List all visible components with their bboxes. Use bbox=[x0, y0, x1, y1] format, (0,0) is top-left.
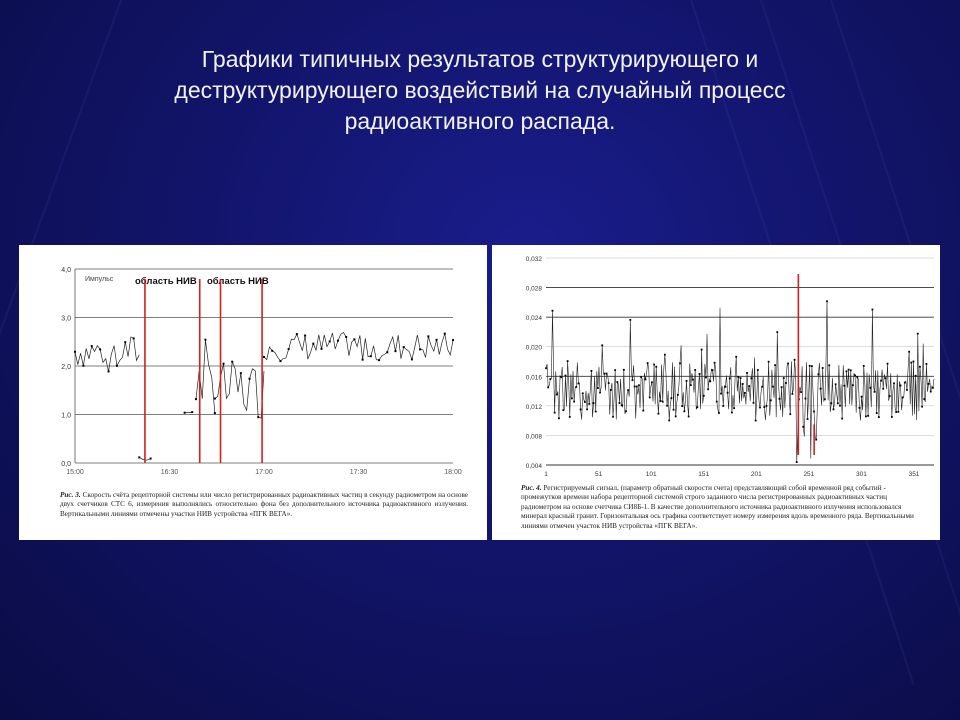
fig3-y-tick-label: 0,0 bbox=[61, 461, 71, 468]
fig4-y-tick-label: 0,028 bbox=[525, 285, 542, 293]
fig4-data-point bbox=[770, 399, 772, 401]
fig4-data-point bbox=[567, 360, 569, 362]
fig4-data-point bbox=[716, 401, 718, 403]
fig3-series-line bbox=[264, 332, 453, 361]
fig3-data-point bbox=[116, 365, 118, 367]
fig4-data-point bbox=[869, 387, 871, 389]
figure-3-panel bbox=[19, 245, 487, 540]
fig4-data-point bbox=[666, 405, 668, 407]
fig4-data-point bbox=[707, 388, 709, 390]
fig4-data-point bbox=[757, 369, 759, 371]
fig4-data-point bbox=[655, 366, 657, 368]
figure-4-caption-text: Регистрируемый сигнал, (параметр обратный скорости счета) представляющий собой временной ряд событий - промежутков времени набора рецепторной системой строго заданного числа регистрированных радиоактивных частиц радиометром на основе счетчика СИ8Б-1. В качестве дополнительного источника радиоактивного излучения использовался минерал красный гранит. Горизонтальная ось графика соответствует номеру измерения вдоль временного ряда. Вертикальными линиями отмечен участок НИВ устройства «ПГК ВЕГА». bbox=[521, 484, 914, 530]
fig3-data-point bbox=[82, 365, 84, 367]
fig4-data-point bbox=[729, 377, 731, 379]
fig4-data-point bbox=[547, 387, 549, 389]
fig4-data-point bbox=[703, 395, 705, 397]
fig4-data-point bbox=[900, 385, 902, 387]
fig4-data-point bbox=[867, 415, 869, 417]
fig4-data-point bbox=[597, 387, 599, 389]
fig4-data-point bbox=[761, 386, 763, 388]
fig4-data-point bbox=[837, 402, 839, 404]
fig4-data-point bbox=[809, 365, 811, 367]
fig4-data-point bbox=[878, 416, 880, 418]
fig4-data-point bbox=[796, 461, 798, 463]
fig4-data-point bbox=[908, 351, 910, 353]
fig4-data-point bbox=[599, 392, 601, 394]
fig4-x-tick-label: 201 bbox=[750, 471, 762, 478]
fig4-data-point bbox=[558, 417, 560, 419]
fig4-data-point bbox=[763, 406, 765, 408]
fig4-data-point bbox=[562, 409, 564, 411]
fig4-data-point bbox=[565, 375, 567, 377]
fig3-data-point bbox=[378, 359, 380, 361]
fig4-data-point bbox=[779, 398, 781, 400]
fig4-data-point bbox=[593, 402, 595, 404]
fig3-data-point bbox=[204, 339, 206, 341]
fig3-series-line bbox=[185, 412, 193, 413]
fig4-data-point bbox=[822, 367, 824, 369]
fig4-data-point bbox=[735, 356, 737, 358]
fig4-data-point bbox=[552, 310, 554, 312]
fig3-data-point bbox=[452, 339, 454, 341]
fig3-data-point bbox=[427, 335, 429, 337]
fig4-data-point bbox=[830, 402, 832, 404]
fig4-data-point bbox=[768, 361, 770, 363]
fig3-x-tick-label: 16:30 bbox=[160, 469, 179, 476]
fig3-data-point bbox=[124, 341, 126, 343]
fig4-data-point bbox=[817, 373, 819, 375]
fig4-data-point bbox=[891, 416, 893, 418]
fig3-data-point bbox=[195, 398, 197, 400]
fig4-data-point bbox=[921, 406, 923, 408]
fig4-y-tick-label: 0,016 bbox=[525, 374, 542, 382]
fig4-data-point bbox=[800, 391, 802, 393]
fig4-data-point bbox=[664, 354, 666, 356]
fig4-data-point bbox=[742, 383, 744, 385]
fig4-data-point bbox=[904, 382, 906, 384]
fig4-data-point bbox=[714, 362, 716, 364]
fig4-data-point bbox=[882, 388, 884, 390]
fig4-x-tick-label: 51 bbox=[594, 471, 603, 478]
fig4-series-line bbox=[546, 301, 934, 462]
fig4-data-point bbox=[675, 415, 677, 417]
fig4-data-point bbox=[580, 409, 582, 411]
fig4-x-tick-label: 301 bbox=[856, 471, 867, 478]
fig4-data-point bbox=[653, 364, 655, 366]
fig3-data-point bbox=[138, 456, 140, 458]
fig4-data-point bbox=[692, 379, 694, 381]
fig3-data-point bbox=[108, 370, 110, 372]
fig4-data-point bbox=[718, 412, 720, 414]
fig4-data-point bbox=[889, 395, 891, 397]
fig4-data-point bbox=[915, 375, 917, 377]
fig4-data-point bbox=[871, 309, 873, 311]
fig3-data-point bbox=[353, 338, 355, 340]
fig4-data-point bbox=[569, 416, 571, 418]
fig4-data-point bbox=[913, 361, 915, 363]
fig4-data-point bbox=[848, 369, 850, 371]
fig4-data-point bbox=[839, 405, 841, 407]
fig4-y-tick-label: 0,024 bbox=[525, 315, 542, 323]
fig4-data-point bbox=[783, 377, 785, 379]
fig4-data-point bbox=[748, 385, 750, 387]
fig4-data-point bbox=[670, 397, 672, 399]
fig4-data-point bbox=[634, 386, 636, 388]
fig3-data-point bbox=[312, 343, 314, 345]
fig3-annotation-1: область НИВ bbox=[135, 276, 197, 287]
fig4-data-point bbox=[668, 420, 670, 422]
title-line-1: Графики типичных результатов структурирующего и bbox=[201, 46, 759, 72]
figure-3-caption-text: Скорость счёта рецепторной системы или число регистрированных радиоактивных частиц в секунду радиометром на основе двух счетчиков СТС 6, измерения выполнялись относительно фона без дополнительного источника радиоактивного излучения. Вертикальными линиями отмечены участки НИВ устройства «ПГК ВЕГА». bbox=[60, 491, 468, 518]
figure-4-caption bbox=[521, 484, 916, 531]
fig4-data-point bbox=[636, 386, 638, 388]
fig4-data-point bbox=[645, 379, 647, 381]
fig3-data-point bbox=[150, 458, 152, 460]
figure-3-caption-lead: Рис. 3. bbox=[60, 491, 81, 499]
fig4-data-point bbox=[774, 364, 776, 366]
fig3-data-point bbox=[436, 339, 438, 341]
fig4-data-point bbox=[785, 382, 787, 384]
fig4-data-point bbox=[694, 369, 696, 371]
fig3-data-point bbox=[223, 363, 225, 365]
fig4-data-point bbox=[897, 411, 899, 413]
fig4-data-point bbox=[590, 370, 592, 372]
fig4-data-point bbox=[755, 420, 757, 422]
fig4-data-point bbox=[746, 372, 748, 374]
fig4-data-point bbox=[549, 378, 551, 380]
fig4-data-point bbox=[709, 380, 711, 382]
fig4-data-point bbox=[608, 382, 610, 384]
fig4-data-point bbox=[575, 386, 577, 388]
fig4-data-point bbox=[906, 389, 908, 391]
fig4-data-point bbox=[627, 389, 629, 391]
fig4-data-point bbox=[733, 407, 735, 409]
fig4-data-point bbox=[686, 380, 688, 382]
fig4-data-point bbox=[629, 319, 631, 321]
fig4-data-point bbox=[876, 412, 878, 414]
fig4-data-point bbox=[673, 409, 675, 411]
fig4-data-point bbox=[658, 413, 660, 415]
slide-title bbox=[80, 44, 880, 137]
fig4-data-point bbox=[835, 383, 837, 385]
fig4-data-point bbox=[651, 381, 653, 383]
fig4-data-point bbox=[683, 410, 685, 412]
fig4-data-point bbox=[740, 377, 742, 379]
fig4-data-point bbox=[681, 405, 683, 407]
figure-4-chart bbox=[492, 245, 940, 481]
fig3-data-point bbox=[133, 337, 135, 339]
fig3-data-point bbox=[99, 348, 101, 350]
fig3-data-point bbox=[337, 340, 339, 342]
fig4-data-point bbox=[802, 426, 804, 428]
fig4-data-point bbox=[928, 383, 930, 385]
fig4-data-point bbox=[660, 400, 662, 402]
fig4-data-point bbox=[571, 397, 573, 399]
fig3-data-point bbox=[321, 348, 323, 350]
fig4-data-point bbox=[578, 383, 580, 385]
fig4-data-point bbox=[582, 392, 584, 394]
fig3-data-point bbox=[257, 416, 259, 418]
fig4-data-point bbox=[759, 407, 761, 409]
fig4-data-point bbox=[841, 418, 843, 420]
fig4-data-point bbox=[910, 362, 912, 364]
figure-4-caption-lead: Рис. 4. bbox=[521, 484, 542, 492]
fig3-data-point bbox=[263, 356, 265, 358]
fig4-data-point bbox=[887, 363, 889, 365]
fig4-x-tick-label: 101 bbox=[645, 471, 657, 478]
fig3-y-tick-label: 4,0 bbox=[61, 267, 71, 274]
fig4-data-point bbox=[737, 376, 739, 378]
fig4-data-point bbox=[772, 386, 774, 388]
fig3-data-point bbox=[91, 345, 93, 347]
fig4-data-point bbox=[843, 385, 845, 387]
fig3-data-point bbox=[240, 372, 242, 374]
fig4-data-point bbox=[640, 376, 642, 378]
figure-3-chart bbox=[19, 245, 487, 485]
fig4-data-point bbox=[554, 412, 556, 414]
fig4-data-point bbox=[861, 396, 863, 398]
fig4-data-point bbox=[807, 418, 809, 420]
fig4-data-point bbox=[688, 416, 690, 418]
fig4-y-tick-label: 0,012 bbox=[525, 403, 542, 411]
fig4-data-point bbox=[874, 391, 876, 393]
fig4-data-point bbox=[623, 369, 625, 371]
fig4-data-point bbox=[828, 364, 830, 366]
fig3-data-point bbox=[345, 336, 347, 338]
fig4-data-point bbox=[616, 381, 618, 383]
fig3-y-tick-label: 2,0 bbox=[61, 364, 71, 371]
fig3-data-point bbox=[296, 333, 298, 335]
fig4-data-point bbox=[638, 384, 640, 386]
fig4-data-point bbox=[917, 333, 919, 335]
fig3-data-point bbox=[386, 351, 388, 353]
fig3-data-point bbox=[444, 333, 446, 335]
fig4-data-point bbox=[863, 365, 865, 367]
fig4-data-point bbox=[820, 388, 822, 390]
fig4-data-point bbox=[893, 382, 895, 384]
fig4-data-point bbox=[846, 370, 848, 372]
fig4-data-point bbox=[852, 384, 854, 386]
fig4-data-point bbox=[919, 366, 921, 368]
fig4-data-point bbox=[731, 412, 733, 414]
fig4-data-point bbox=[815, 439, 817, 441]
fig3-data-point bbox=[362, 359, 364, 361]
fig4-y-tick-label: 0,004 bbox=[525, 463, 542, 470]
fig3-data-point bbox=[184, 412, 186, 414]
fig3-y-tick-label: 1,0 bbox=[61, 412, 71, 420]
fig4-data-point bbox=[833, 408, 835, 410]
fig4-data-point bbox=[725, 386, 727, 388]
fig4-data-point bbox=[610, 389, 612, 391]
fig3-y-tick-label: 3,0 bbox=[61, 315, 71, 323]
fig4-data-point bbox=[722, 405, 724, 407]
fig4-data-point bbox=[766, 405, 768, 407]
fig4-x-tick-label: 251 bbox=[803, 471, 815, 478]
fig4-data-point bbox=[895, 411, 897, 413]
title-line-3: радиоактивного распада. bbox=[344, 108, 616, 134]
fig4-data-point bbox=[584, 401, 586, 403]
fig3-data-point bbox=[214, 398, 216, 400]
fig4-data-point bbox=[603, 373, 605, 375]
fig4-data-point bbox=[601, 344, 603, 346]
fig4-data-point bbox=[859, 407, 861, 409]
fig3-data-point bbox=[411, 358, 413, 360]
fig3-data-point bbox=[249, 378, 251, 380]
fig4-data-point bbox=[606, 373, 608, 375]
fig3-series-line bbox=[215, 362, 264, 418]
fig3-data-point bbox=[279, 360, 281, 362]
fig4-data-point bbox=[856, 376, 858, 378]
fig4-data-point bbox=[902, 397, 904, 399]
fig4-data-point bbox=[804, 398, 806, 400]
fig4-data-point bbox=[696, 406, 698, 408]
fig4-data-point bbox=[573, 401, 575, 403]
fig4-data-point bbox=[850, 369, 852, 371]
fig4-data-point bbox=[560, 376, 562, 378]
fig4-data-point bbox=[556, 394, 558, 396]
fig3-series-line bbox=[196, 340, 215, 413]
fig3-data-point bbox=[288, 348, 290, 350]
fig4-data-point bbox=[595, 411, 597, 413]
fig4-data-point bbox=[647, 362, 649, 364]
fig4-data-point bbox=[880, 380, 882, 382]
fig4-x-tick-label: 351 bbox=[908, 471, 920, 478]
fig4-y-tick-label: 0,020 bbox=[525, 344, 542, 352]
fig3-data-point bbox=[231, 361, 233, 363]
fig4-data-point bbox=[930, 391, 932, 393]
fig4-data-point bbox=[545, 367, 547, 369]
fig4-data-point bbox=[789, 413, 791, 415]
fig4-data-point bbox=[679, 362, 681, 364]
fig3-x-tick-label: 15:00 bbox=[66, 469, 84, 476]
fig4-data-point bbox=[662, 401, 664, 403]
figure-4-panel bbox=[492, 245, 940, 540]
fig4-data-point bbox=[701, 349, 703, 351]
fig4-data-point bbox=[884, 377, 886, 379]
fig3-y-axis-label: Импульс bbox=[85, 276, 114, 283]
fig4-data-point bbox=[824, 398, 826, 400]
fig4-data-point bbox=[642, 410, 644, 412]
fig4-data-point bbox=[632, 379, 634, 381]
fig4-data-point bbox=[705, 377, 707, 379]
fig3-x-tick-label: 18:00 bbox=[444, 469, 462, 476]
fig4-x-tick-label: 1 bbox=[544, 471, 548, 478]
fig4-x-tick-label: 151 bbox=[698, 471, 710, 478]
fig4-data-point bbox=[614, 369, 616, 371]
fig4-data-point bbox=[621, 404, 623, 406]
fig4-data-point bbox=[612, 416, 614, 418]
fig4-data-point bbox=[727, 392, 729, 394]
figure-3-caption bbox=[60, 491, 468, 519]
title-line-2: деструктурирующего воздействий на случайный процесс bbox=[174, 77, 786, 103]
fig4-data-point bbox=[712, 369, 714, 371]
fig4-data-point bbox=[690, 384, 692, 386]
fig4-data-point bbox=[753, 402, 755, 404]
fig4-data-point bbox=[586, 408, 588, 410]
fig3-data-point bbox=[394, 350, 396, 352]
fig4-data-point bbox=[792, 393, 794, 395]
fig4-data-point bbox=[926, 363, 928, 365]
fig4-data-point bbox=[813, 411, 815, 413]
fig4-y-tick-label: 0,032 bbox=[525, 256, 542, 263]
fig4-data-point bbox=[744, 392, 746, 394]
fig4-data-point bbox=[619, 402, 621, 404]
fig4-data-point bbox=[720, 393, 722, 395]
fig4-y-tick-label: 0,008 bbox=[525, 433, 542, 441]
fig3-data-point bbox=[271, 350, 273, 352]
fig3-data-point bbox=[191, 411, 193, 413]
fig4-data-point bbox=[787, 363, 789, 365]
fig4-data-point bbox=[854, 375, 856, 377]
fig4-data-point bbox=[588, 403, 590, 405]
fig3-data-point bbox=[74, 351, 76, 353]
fig3-data-point bbox=[419, 348, 421, 350]
fig4-data-point bbox=[677, 394, 679, 396]
fig3-data-point bbox=[329, 340, 331, 342]
fig4-data-point bbox=[811, 365, 813, 367]
fig4-data-point bbox=[865, 415, 867, 417]
fig4-data-point bbox=[794, 359, 796, 361]
fig3-data-point bbox=[214, 412, 216, 414]
fig3-annotation-2: область НИВ bbox=[207, 276, 269, 287]
fig4-data-point bbox=[923, 398, 925, 400]
fig4-data-point bbox=[826, 300, 828, 302]
fig4-data-point bbox=[649, 396, 651, 398]
fig4-data-point bbox=[750, 377, 752, 379]
fig3-data-point bbox=[370, 355, 372, 357]
fig3-x-tick-label: 17:00 bbox=[255, 469, 273, 476]
fig4-data-point bbox=[625, 410, 627, 412]
fig3-data-point bbox=[304, 335, 306, 337]
fig4-data-point bbox=[776, 331, 778, 333]
fig4-data-point bbox=[781, 386, 783, 388]
fig4-data-point bbox=[699, 373, 701, 375]
fig4-data-point bbox=[932, 387, 934, 389]
fig3-data-point bbox=[403, 346, 405, 348]
fig3-x-tick-label: 17:30 bbox=[349, 469, 368, 476]
